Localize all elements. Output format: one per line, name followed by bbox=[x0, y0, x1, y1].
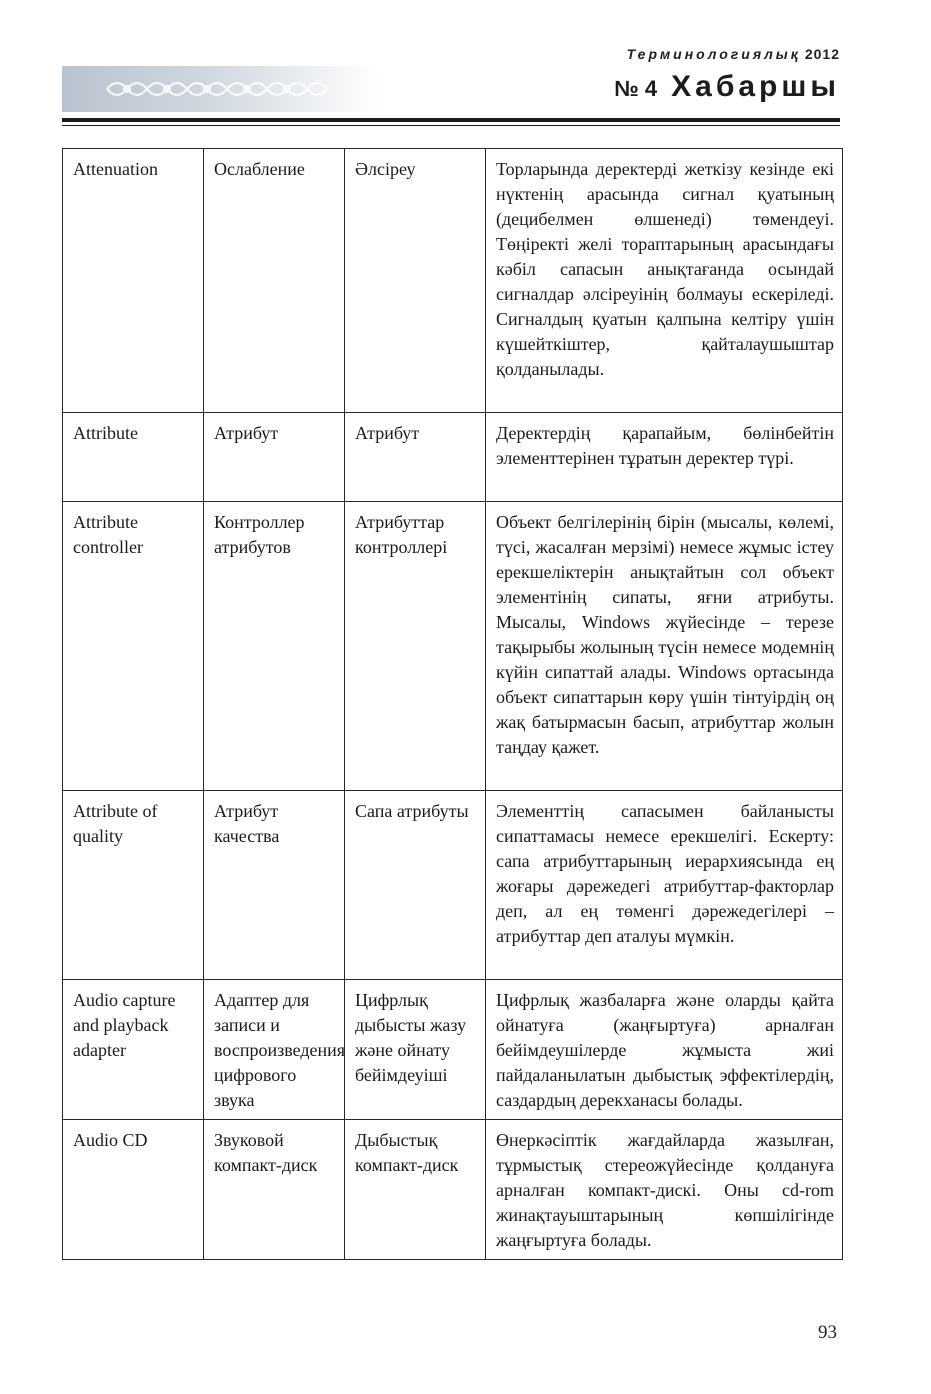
english-term: Audio capture and playback adapter bbox=[63, 980, 204, 1120]
term-definition: Цифрлық жазбаларға және оларды қайта ойнатуға (жаңғыртуға) арналған бейімдеушілерде жұмыста жиі пайдаланылатын дыбыстық эффектілердің, саздардың дерекханасы болады. bbox=[486, 980, 843, 1120]
russian-term: Атрибут качества bbox=[204, 791, 345, 980]
page-number: 93 bbox=[818, 1322, 837, 1343]
english-term: Audio CD bbox=[63, 1120, 204, 1260]
russian-term: Звуковой компакт-диск bbox=[204, 1120, 345, 1260]
journal-series-name: Терминологиялық bbox=[626, 46, 801, 62]
header-rule-thin bbox=[62, 125, 840, 126]
ornament-banner bbox=[62, 66, 380, 112]
terminology-table bbox=[62, 148, 843, 1260]
english-term: Attribute of quality bbox=[63, 791, 204, 980]
kazakh-term: Цифрлық дыбысты жазу және ойнату бейімдеуіші bbox=[345, 980, 486, 1120]
english-term: Attribute bbox=[63, 413, 204, 502]
ornament-pattern-icon bbox=[102, 74, 332, 104]
table-row bbox=[63, 1120, 843, 1260]
table-row bbox=[63, 149, 843, 413]
russian-term: Адаптер для записи и воспроизведения цифрового звука bbox=[204, 980, 345, 1120]
header-rule-thick bbox=[62, 118, 840, 122]
term-definition: Торларында деректерді жеткізу кезінде екі нүктенің арасында сигнал қуатының (децибелмен өлшенеді) төмендеуі. Төңіректі желі торaптарының арасындағы кәбіл сапасын анықтағанда осындай сигналдар әлсіреуінің болмауы ескеріледі. Сигналдың қуатын қалпына келтіру үшін күшейткіштер, қайталаушыштар қолданылады. bbox=[486, 149, 843, 413]
english-term: Attribute controller bbox=[63, 502, 204, 791]
kazakh-term: Сапа атрибуты bbox=[345, 791, 486, 980]
russian-term: Контроллер атрибутов bbox=[204, 502, 345, 791]
journal-title-line2 bbox=[614, 70, 840, 104]
kazakh-term: Дыбыстық компакт-диск bbox=[345, 1120, 486, 1260]
table-row bbox=[63, 413, 843, 502]
journal-title-line1 bbox=[627, 46, 840, 62]
journal-name: Хабаршы bbox=[671, 70, 840, 103]
term-definition: Деректердің қарапайым, бөлінбейтін элементтерінен тұратын деректер түрі. bbox=[486, 413, 843, 502]
russian-term: Атрибут bbox=[204, 413, 345, 502]
term-definition: Объект белгілерінің бірін (мысалы, көлемі, түсі, жасалған мерзімі) немесе жұмыс істеу ерекшеліктерін анықтайтын сол объект элементінің сипаты, яғни атрибуты. Мысалы, Windows жүйесінде – терезе тақырыбы жолының түсін немесе модемнің күйін сипаттай алады. Windows ортасында объект сипаттарын көру үшін тінтуірдің оң жақ батырмасын басып, атрибуттар жолын таңдау қажет. bbox=[486, 502, 843, 791]
term-definition: Элементтің сапасымен байланысты сипаттамасы немесе ерекшелігі. Ескерту: сапа атрибуттарының иерархиясында ең жоғары дәрежедегі атрибуттар-факторлар деп, ал ең төменгі дәрежедегілері – атрибуттар деп аталуы мүмкін. bbox=[486, 791, 843, 980]
table-row bbox=[63, 791, 843, 980]
journal-year: 2012 bbox=[804, 46, 840, 62]
kazakh-term: Атрибуттар контроллері bbox=[345, 502, 486, 791]
term-definition: Өнеркәсіптік жағдайларда жазылған, тұрмыстық стереожүйесінде қолдануға арналған компакт-дискі. Оны cd-rom жинақтауыштарының көпшілігінде жаңғыртуға болады. bbox=[486, 1120, 843, 1260]
kazakh-term: Атрибут bbox=[345, 413, 486, 502]
english-term: Attenuation bbox=[63, 149, 204, 413]
kazakh-term: Әлсіреу bbox=[345, 149, 486, 413]
issue-number: № 4 bbox=[614, 76, 658, 101]
table-row bbox=[63, 502, 843, 791]
table-row bbox=[63, 980, 843, 1120]
russian-term: Ослабление bbox=[204, 149, 345, 413]
